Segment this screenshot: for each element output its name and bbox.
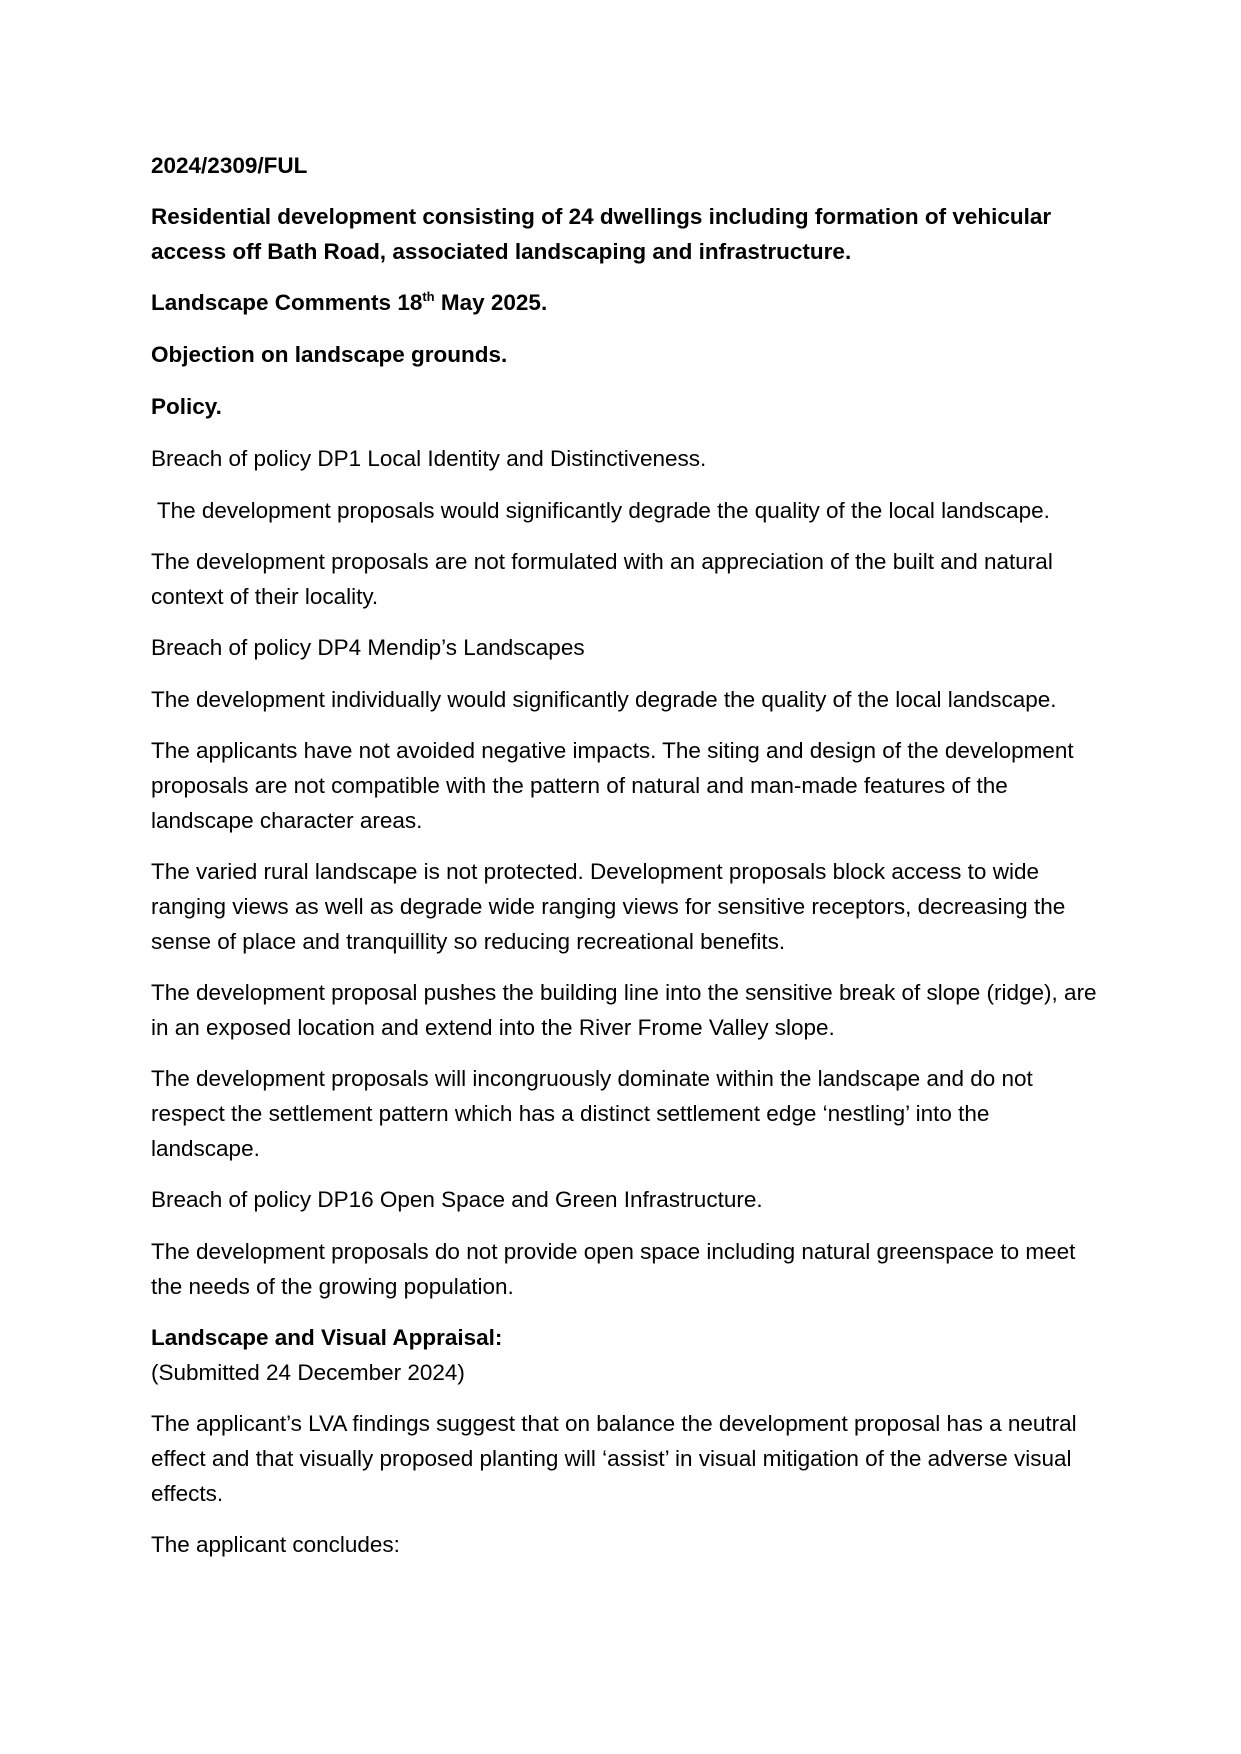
lva-heading: Landscape and Visual Appraisal: <box>151 1325 503 1350</box>
comments-title-superscript: th <box>422 289 435 304</box>
applicant-concludes: The applicant concludes: <box>151 1532 400 1557</box>
dp4-paragraph-e: The development proposals will incongruously dominate within the landscape and do not respect the settlement pattern which has a distinct settlement edge ‘nestling’ into the landscape. <box>151 1066 1033 1161</box>
document-body <box>151 148 1101 1562</box>
comments-title-suffix: May 2025. <box>434 290 548 315</box>
lva-findings: The applicant’s LVA findings suggest that on balance the development proposal has a neutral effect and that visually proposed planting will ‘assist’ in visual mitigation of the adverse visual effects. <box>151 1411 1077 1506</box>
application-reference: 2024/2309/FUL <box>151 153 308 178</box>
policy-heading: Policy. <box>151 394 222 419</box>
lva-submitted-date: (Submitted 24 December 2024) <box>151 1360 465 1385</box>
comments-title-prefix: Landscape Comments 18 <box>151 290 423 315</box>
dp4-paragraph-b: The applicants have not avoided negative impacts. The siting and design of the development proposals are not compatible with the pattern of natural and man-made features of the landscape character areas. <box>151 738 1074 833</box>
dp16-breach: Breach of policy DP16 Open Space and Green Infrastructure. <box>151 1187 763 1212</box>
comments-title <box>151 285 1101 320</box>
dp4-paragraph-c: The varied rural landscape is not protected. Development proposals block access to wide ranging views as well as degrade wide ranging views for sensitive receptors, decreasing the sense of place and tranquillity so reducing recreational benefits. <box>151 859 1066 954</box>
proposal-description: Residential development consisting of 24 dwellings including formation of vehicular access off Bath Road, associated landscaping and infrastructure. <box>151 204 1052 264</box>
dp1-paragraph-b: The development proposals are not formulated with an appreciation of the built and natural context of their locality. <box>151 549 1053 609</box>
objection-statement: Objection on landscape grounds. <box>151 342 508 367</box>
dp16-paragraph-a: The development proposals do not provide open space including natural greenspace to meet the needs of the growing population. <box>151 1239 1076 1299</box>
dp1-paragraph-a: The development proposals would significantly degrade the quality of the local landscape. <box>151 498 1050 523</box>
dp4-paragraph-d: The development proposal pushes the building line into the sensitive break of slope (ridge), are in an exposed location and extend into the River Frome Valley slope. <box>151 980 1097 1040</box>
dp4-paragraph-a: The development individually would significantly degrade the quality of the local landscape. <box>151 687 1057 712</box>
dp4-breach: Breach of policy DP4 Mendip’s Landscapes <box>151 635 585 660</box>
dp1-breach: Breach of policy DP1 Local Identity and Distinctiveness. <box>151 446 707 471</box>
